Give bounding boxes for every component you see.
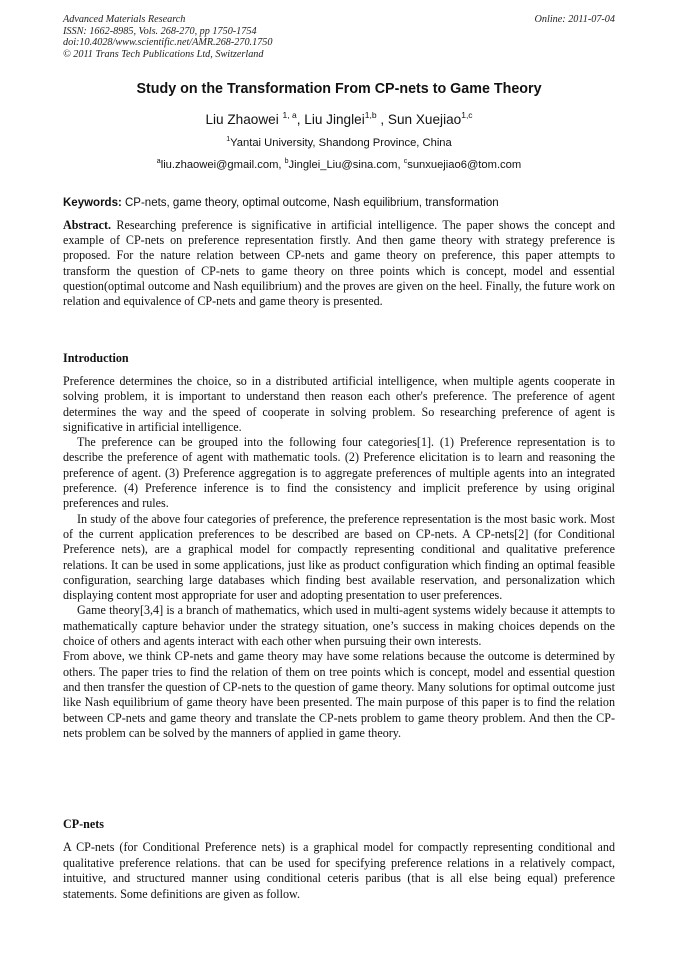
affiliation-text: Yantai University, Shandong Province, China: [230, 137, 452, 149]
email-mark: a: [156, 158, 161, 165]
author-name: Liu Zhaowei: [205, 112, 283, 127]
author-separator: ,: [296, 112, 305, 127]
paragraph: In study of the above four categories of preference, the preference representation is the most basic work. Most of the current application preferences to be described are based on CP-nets. A CP-nets[2] (for Conditional Preference nets), are a graphical model for compactly representing conditional and qualitative preference relations. It can be used in some applications, just like as product configuration which finding an optimal feasible configuration, searching large databases which finding best available reservation, and personalization which displaying content most appropriate for user and adopting presentation to user preferences.: [63, 511, 615, 603]
email-mark: c: [403, 158, 408, 165]
affiliation: [0, 137, 678, 149]
paragraph: Preference determines the choice, so in a distributed artificial intelligence, when multiple agents cooperate in solving problem, it is important to understand then reason each other's preference. The preference of agent determines the way and the speed of cooperate in solving problem. So researching preference of agent is significative in artificial intelligence.: [63, 374, 615, 434]
journal-header: [63, 14, 272, 60]
email-list: [0, 159, 678, 171]
author-name: Sun Xuejiao: [387, 112, 462, 127]
introduction-body: [63, 374, 615, 741]
abstract-text: Researching preference is significative in artificial intelligence. The paper shows the concept and example of CP-nets on preference representation firstly. And then game theory with strategy preference is proposed. For the nature relation between CP-nets and game theory on preference, this paper attempts to transform the question of CP-nets to game theory on three points which is concept, model and essential question(optimal outcome and Nash equilibrium) and the proves are given on the heel. Finally, the future work on relation and equivalence of CP-nets and game theory is presented.: [63, 218, 615, 309]
author-affiliation-mark: 1,c: [461, 110, 473, 120]
issn-line: ISSN: 1662-8985, Vols. 268-270, pp 1750-1754: [63, 25, 257, 37]
copyright-line: © 2011 Trans Tech Publications Ltd, Switzerland: [63, 48, 264, 60]
email-separator: ,: [278, 159, 285, 171]
paragraph: A CP-nets (for Conditional Preference nets) is a graphical model for compactly representing conditional and qualitative preference relations. that can be used for specifying preference relations in a relatively compact, intuitive, and structured manner using conditional ceteris paribus (that is all else being equal) preference statements. Some definitions are given as follow.: [63, 840, 615, 902]
email-link[interactable]: sunxuejiao6@tom.com: [407, 159, 522, 171]
email-mark: b: [284, 158, 289, 165]
email-separator: ,: [397, 159, 404, 171]
affiliation-mark: 1: [226, 136, 231, 143]
abstract: [63, 218, 615, 309]
author-affiliation-mark: 1,b: [364, 110, 377, 120]
paragraph: Game theory[3,4] is a branch of mathematics, which used in multi-agent systems widely because it attempts to mathematically capture behavior under the strategy situation, one’s success in making choices depends on the choice of others and agents interact with each other when pursuing their own interests.: [63, 603, 615, 649]
keywords: [63, 197, 615, 209]
cp-nets-body: [63, 840, 615, 903]
keywords-text: CP-nets, game theory, optimal outcome, Nash equilibrium, transformation: [121, 197, 499, 209]
email-link[interactable]: liu.zhaowei@gmail.com: [160, 159, 279, 171]
author-name: Liu Jinglei: [304, 112, 365, 127]
author-separator: ,: [376, 112, 388, 127]
author-affiliation-mark: 1, a: [282, 110, 297, 120]
keywords-label: Keywords:: [63, 197, 122, 209]
paragraph: From above, we think CP-nets and game theory may have some relations because the outcome is determined by others. The paper tries to find the relation of them on tree points which is concept, model and essential question and then transfer the question of CP-nets to the question of game theory. Many solutions for optimal outcome just like Nash equilibrium of game theory have been presented. The main purpose of this paper is to find the relation between CP-nets and game theory and translate the CP-nets problem to game theory problem. And then the CP-nets problem can be solved by the manners of applied in game theory.: [63, 649, 615, 740]
journal-name: Advanced Materials Research: [63, 14, 186, 25]
online-date: Online: 2011-07-04: [534, 14, 615, 25]
author-list: [0, 112, 678, 127]
section-heading-introduction: Introduction: [63, 351, 129, 365]
paragraph: The preference can be grouped into the following four categories[1]. (1) Preference representation is to describe the preference of agent with mathematic tools. (2) Preference elicitation is to learn and reasoning the preference of agent. (3) Preference aggregation is to aggregate preferences of multiple agents into an integrated preference. (4) Preference inference is to find the consistency and implicit preference by using original preferences and rules.: [63, 435, 615, 511]
abstract-label: Abstract.: [63, 218, 112, 232]
paper-title: Study on the Transformation From CP-nets to Game Theory: [136, 81, 542, 97]
email-link[interactable]: Jinglei_Liu@sina.com: [288, 159, 398, 171]
section-heading-cp-nets: CP-nets: [63, 817, 104, 831]
doi-line: doi:10.4028/www.scientific.net/AMR.268-270.1750: [63, 37, 273, 49]
